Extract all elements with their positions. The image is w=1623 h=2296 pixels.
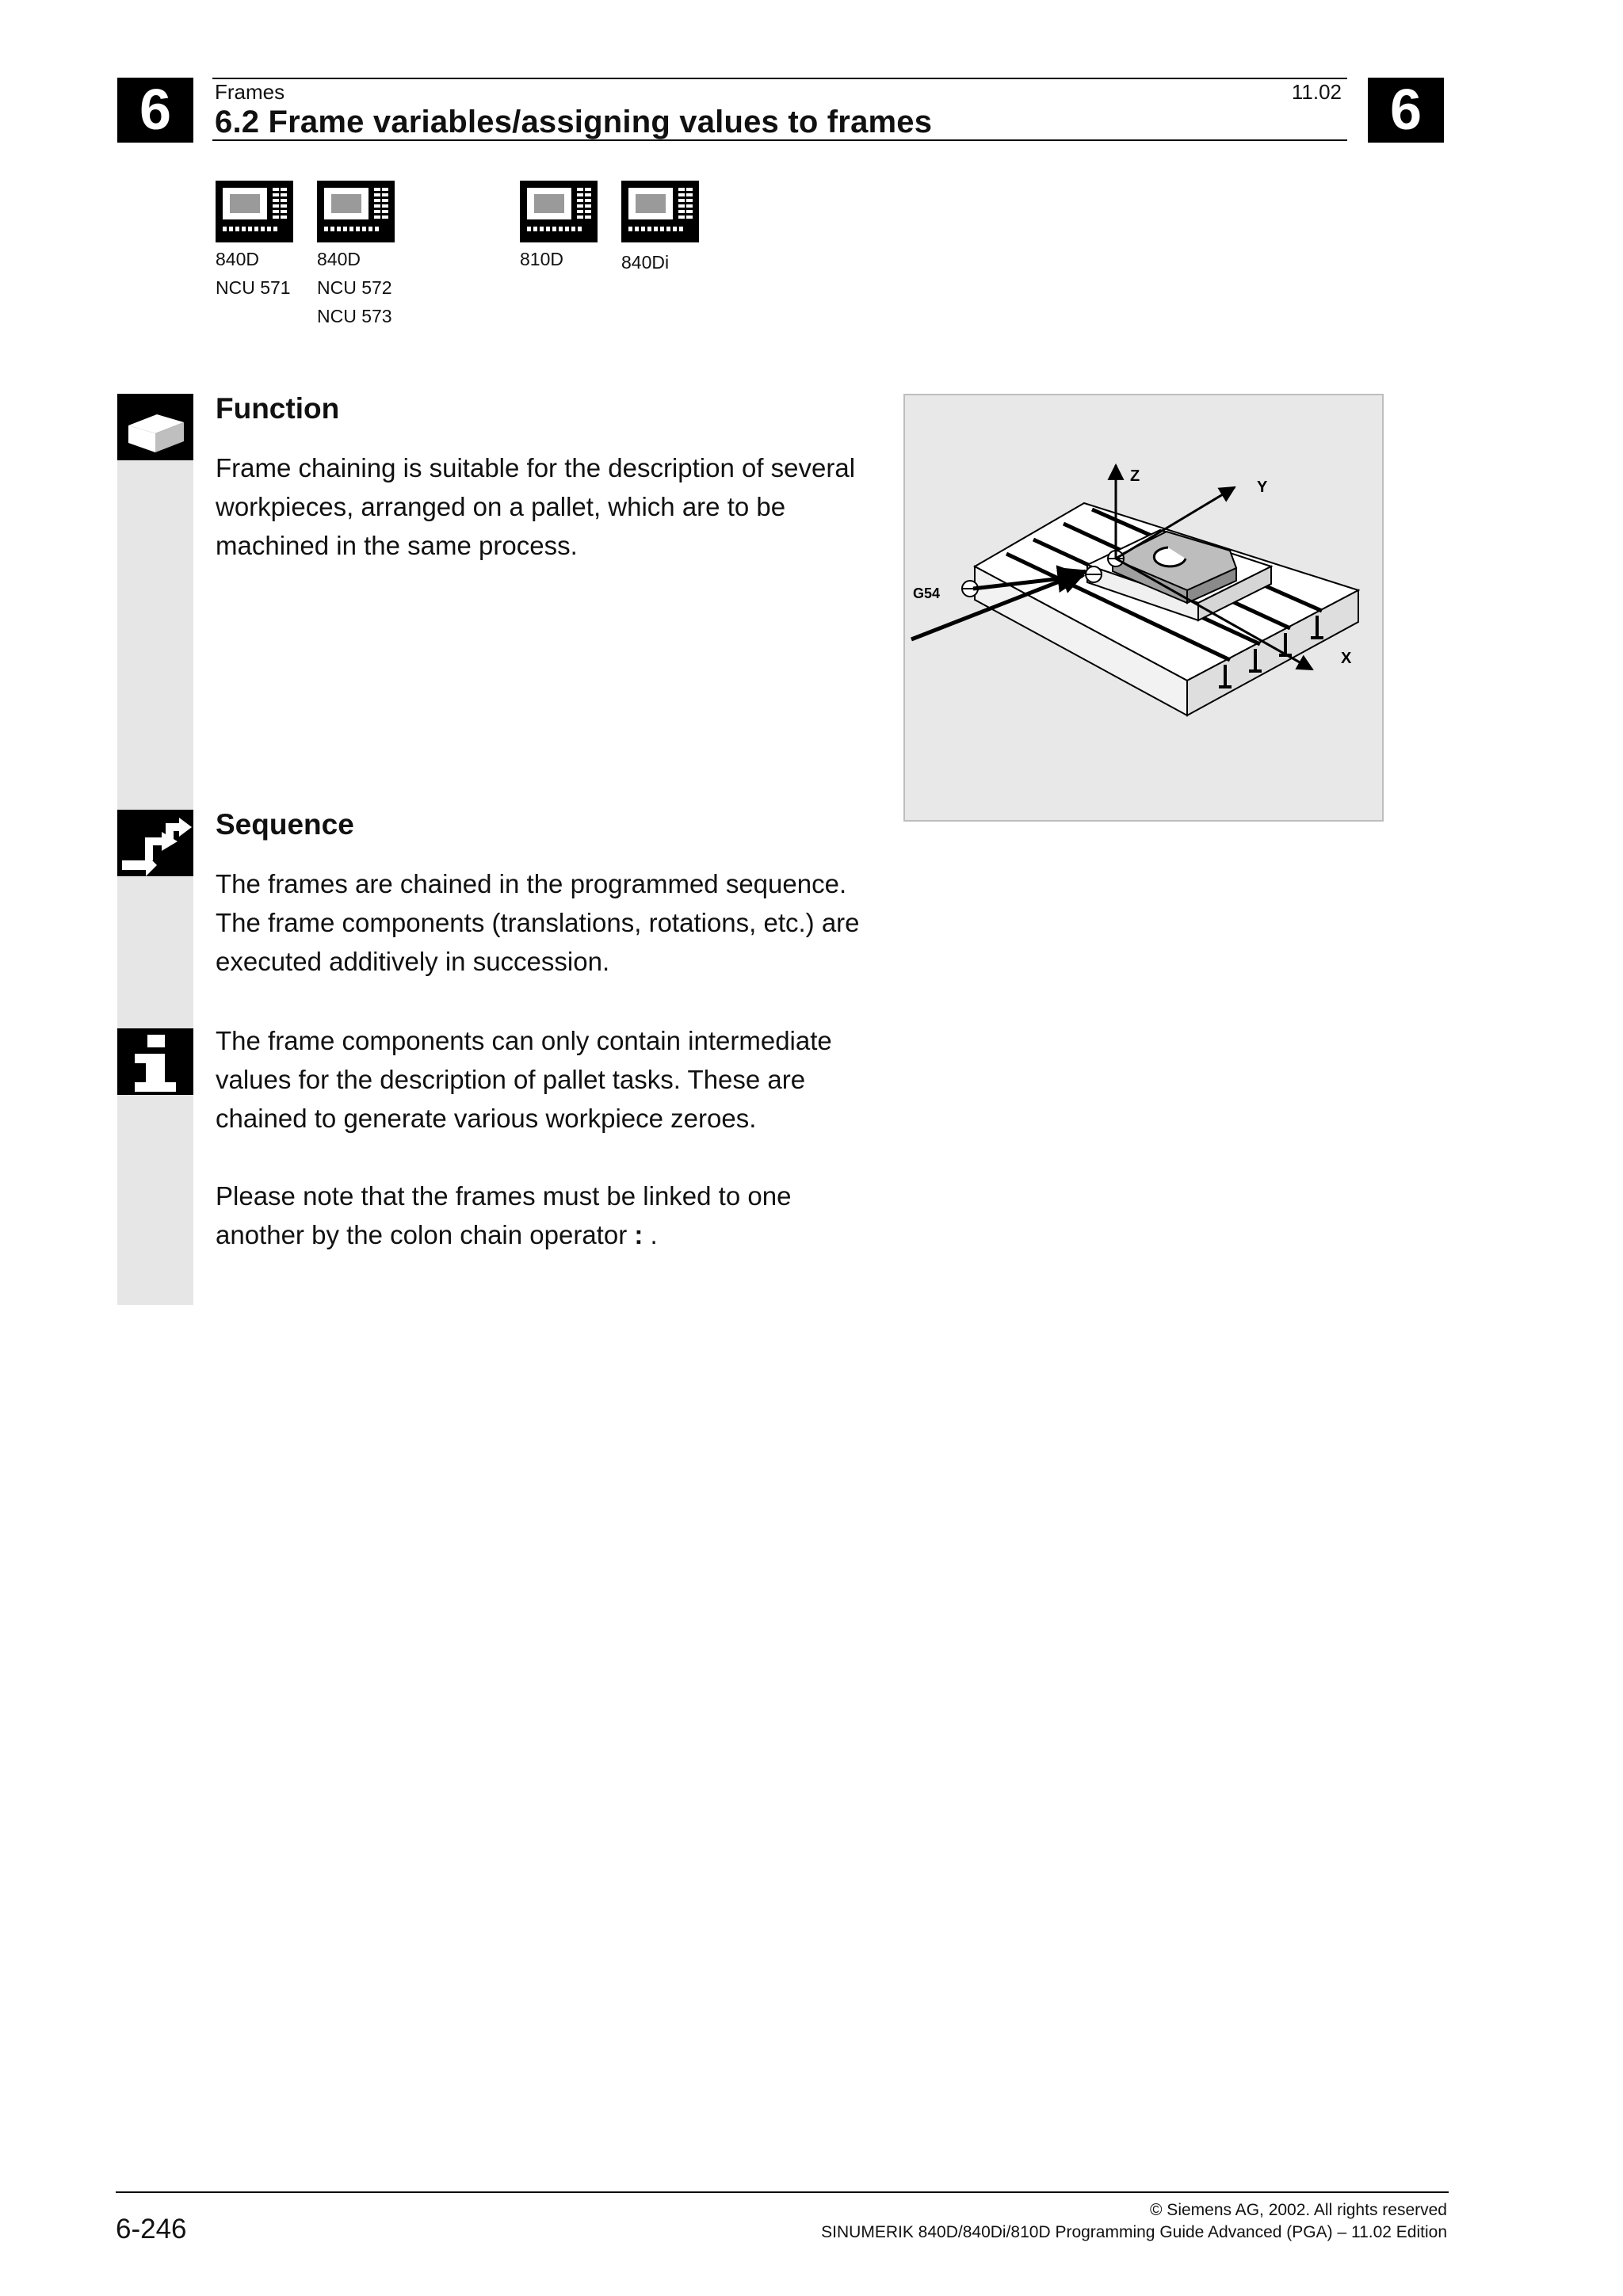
function-cube-icon [117,394,193,460]
g54-label: G54 [913,585,941,601]
chapter-number-box-left [117,78,193,143]
pallet-diagram [905,395,1382,820]
sequence-text [216,864,881,981]
z-axis-label: Z [1130,467,1140,485]
control-label-line: NCU 573 [317,306,392,326]
control-unit-icon [520,181,598,242]
header-top-rule [212,78,1347,79]
control-label-line: 840D [317,249,361,269]
sequence-paragraph: The frames are chained in the programmed sequence. The frame components (translations, rotations, etc.) are executed additively in succession. [216,869,860,976]
function-heading: Function [216,392,340,425]
note-paragraph-2 [216,1177,865,1254]
control-label [317,245,392,330]
function-paragraph: Frame chaining is suitable for the description of several workpieces, arranged on a pallet, which are to be machined in the same process. [216,453,856,560]
control-label [216,245,291,302]
x-axis-label: X [1341,650,1352,667]
control-label-line: NCU 571 [216,277,291,298]
chapter-number: 6 [1389,78,1423,142]
sequence-heading: Sequence [216,808,354,841]
control-unit-icon [621,181,699,242]
control-label-line: NCU 572 [317,277,392,298]
function-text [216,448,865,565]
note-paragraph-1: The frame components can only contain intermediate values for the description of pallet tasks. These are chained to generate various workpiece zeroes. [216,1026,832,1133]
footer-copyright: © Siemens AG, 2002. All rights reserved [1150,2201,1447,2219]
control-label [520,245,563,273]
info-icon [117,1028,193,1095]
control-label [621,248,669,277]
chapter-number: 6 [139,78,172,142]
note-text [216,1021,865,1254]
note-paragraph-2-end: . [643,1220,658,1249]
footer-rule [116,2191,1449,2193]
section-title: 6.2 Frame variables/assigning values to frames [215,105,933,139]
chapter-number-box-right [1368,78,1444,143]
control-label-line: 840Di [621,252,670,273]
control-unit-icon [216,181,293,242]
control-unit-icon [317,181,395,242]
control-label-line: 810D [520,249,563,269]
footer-document-title: SINUMERIK 840D/840Di/810D Programming Guide Advanced (PGA) – 11.02 Edition [821,2223,1447,2241]
colon-operator: : [634,1220,643,1249]
y-axis-label: Y [1257,479,1268,496]
control-label-line: 840D [216,249,259,269]
sequence-arrows-icon [117,810,193,876]
pallet-frames-figure [903,394,1384,822]
header-bottom-rule [212,139,1347,141]
note-paragraph-2-text: Please note that the frames must be linked to one another by the colon chain operator [216,1181,792,1249]
edition-date: 11.02 [1291,80,1342,104]
page-number: 6-246 [116,2214,187,2245]
chapter-name: Frames [215,80,285,104]
